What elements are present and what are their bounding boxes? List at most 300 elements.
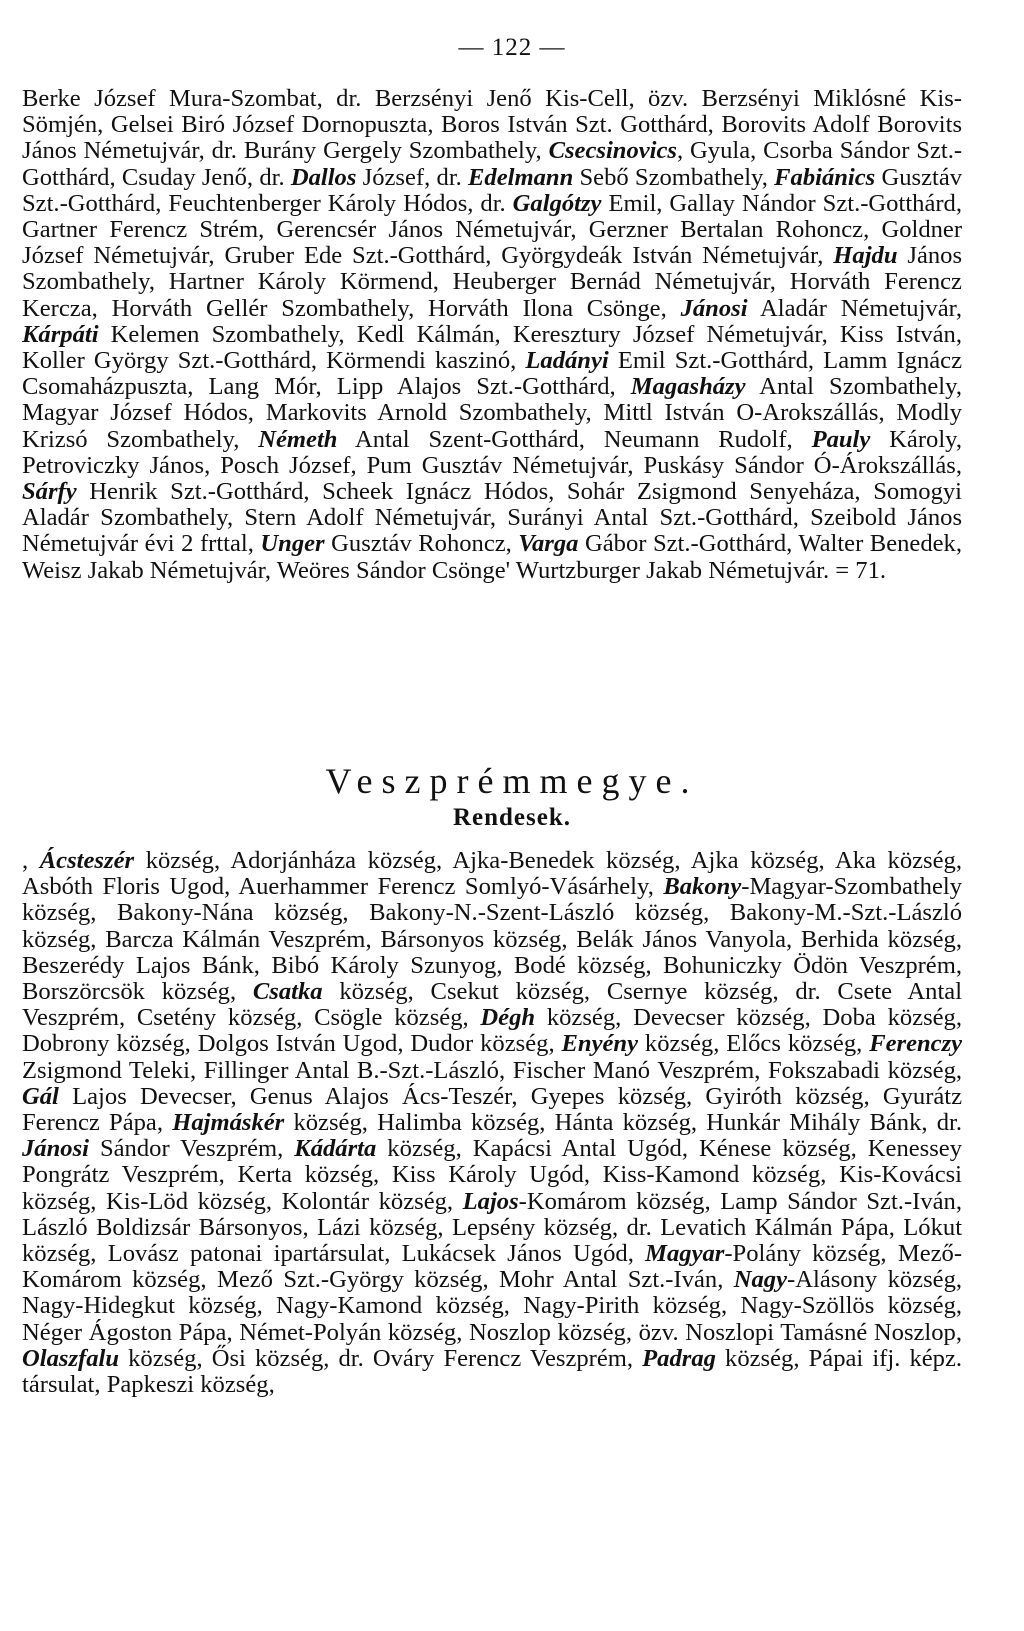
list-entry <box>485 242 817 269</box>
entry-text: Fischer Manó Veszprém <box>512 1056 755 1084</box>
entry-text: Hunkár Mihály Bánk <box>706 1109 922 1137</box>
entry-text: Zsigmond Teleki <box>22 1056 190 1084</box>
entry-text: Mező Szt.-György község <box>216 1266 483 1294</box>
entry-text: Auerhammer Ferencz Somlyó-Vásárhely <box>238 873 648 901</box>
entry-text: Kénese község <box>698 1135 851 1163</box>
entry-text: Kolontár község <box>281 1187 447 1215</box>
list-entry <box>109 164 246 191</box>
entry-text: Neumann Rudolf <box>603 425 787 453</box>
entry-name-emphasis: Pauly <box>811 425 871 453</box>
list-entry <box>208 242 485 269</box>
list-entry <box>490 504 793 531</box>
entry-text: Kis-Löd község <box>106 1187 266 1215</box>
list-entry <box>373 1161 584 1188</box>
entry-text: Gelsei Biró József Dornopuszta <box>110 111 428 139</box>
list-entry <box>187 373 315 400</box>
entry-text: Lovász patonai ipartársulat <box>107 1240 385 1268</box>
entry-name-emphasis: Sárfy <box>22 478 77 506</box>
list-entry <box>713 1030 856 1057</box>
entry-text: Hánta község <box>554 1109 691 1137</box>
vas-total: . = 71. <box>822 556 887 584</box>
list-entry <box>819 847 956 874</box>
list-entry <box>338 321 494 348</box>
entry-text: Bakony-N.-Szent-László község <box>369 899 704 927</box>
entry-text: dr. Berzsényi Jenő Kis-Cell <box>336 85 629 112</box>
entry-text: Beszerédy Lajos Bánk <box>22 951 254 979</box>
entry-text: Berke József Mura-Szombat <box>22 85 317 112</box>
entry-text: Markovits Arnold Szombathely <box>265 399 586 427</box>
entry-text: Emil Szt.-Gotthárd <box>608 347 808 375</box>
list-entry <box>248 399 586 426</box>
entry-name-emphasis: Olaszfalu <box>22 1344 120 1372</box>
list-entry <box>277 1135 455 1162</box>
entry-text: Német-Polyán község <box>239 1318 457 1346</box>
entry-text: Bibó Károly Szunyog <box>271 951 497 979</box>
entry-text: Kis-Kovácsi község <box>22 1161 963 1215</box>
entry-name-emphasis: Bakony <box>663 873 742 901</box>
entry-text: Dolgos István Ugod <box>197 1030 398 1058</box>
entry-text: Gartner Ferencz Strém <box>22 216 259 244</box>
entry-text: Károly <box>870 425 956 453</box>
list-entry <box>303 478 548 505</box>
entry-text: Gusztáv Szt.-Gotthárd <box>22 163 963 217</box>
list-entry <box>496 952 645 979</box>
entry-text: Halimba község <box>377 1109 540 1137</box>
entry-text: Heuberger Bernád Németujvár <box>452 268 770 296</box>
entry-text: Gusztáv Rohoncz <box>324 530 506 558</box>
entry-text: Gábor Szt.-Gotthárd <box>578 530 787 558</box>
entry-name-emphasis: Padrag <box>642 1344 716 1372</box>
entry-text: Genus Alajos Ács-Teszér <box>249 1082 512 1110</box>
entry-text: Henrik Szt.-Gotthárd <box>76 478 304 506</box>
list-entry <box>214 847 436 874</box>
entry-text: Lepsény község <box>451 1213 612 1241</box>
entry-text: Sohár Zsigmond Senyeháza <box>566 478 855 506</box>
entry-text: Gruber Ede Szt.-Gotthárd <box>224 242 486 270</box>
entry-text: József <box>356 163 425 191</box>
entry-name-emphasis: Enyény <box>561 1030 639 1058</box>
entry-text: Előcs község <box>726 1030 857 1058</box>
entry-text: Bakony-Nána község <box>116 899 343 927</box>
list-entry <box>704 1188 955 1215</box>
entry-text: Bakony-M.-Szt.-László község <box>22 899 963 953</box>
entry-text: Ajka-Benedek község <box>452 847 675 874</box>
entry-text: Boros István Szt. Gotthárd <box>441 111 708 139</box>
entry-text: Puskásy Sándor Ó-Árokszállás <box>643 451 956 479</box>
list-entry <box>786 926 956 953</box>
list-entry <box>612 1214 889 1241</box>
entry-name-emphasis: Magyar <box>645 1240 725 1268</box>
list-entry <box>257 1292 504 1319</box>
entry-text: Csetény község <box>136 1004 297 1032</box>
list-entry <box>610 373 956 400</box>
county-title: Veszprémmegye. <box>325 761 699 801</box>
entry-text: Györgydeák István Németujvár <box>501 242 818 270</box>
list-entry <box>365 926 561 953</box>
list-entry <box>90 1240 384 1267</box>
list-entry <box>266 1188 447 1215</box>
entry-text: Fokszabadi község <box>767 1056 956 1084</box>
entry-text: Weisz Jakab Németujvár <box>22 556 265 584</box>
entry-text: Goldner József Németujvár <box>22 216 963 270</box>
entry-name-emphasis: Németh <box>258 425 338 453</box>
entry-text: Kiss-Kamond község <box>602 1161 821 1189</box>
list-entry <box>200 1266 482 1293</box>
entry-name-emphasis: Unger <box>260 530 325 558</box>
entry-text: Gyiróth község <box>705 1082 864 1110</box>
list-entry <box>786 530 956 557</box>
entry-name-emphasis: Galgótzy <box>512 189 602 217</box>
list-entry <box>204 452 350 479</box>
entry-text: Nagy-Szöllös község <box>740 1292 956 1320</box>
entry-text: Borszörcsök község <box>22 978 230 1006</box>
entry-name-emphasis: Jánosi <box>22 1135 89 1163</box>
list-entry <box>384 1240 627 1267</box>
entry-text: Bodé község <box>513 951 646 979</box>
entry-text: Csögle község <box>314 1004 463 1032</box>
entry-text: Petroviczky János <box>22 451 205 479</box>
list-entry <box>94 1371 268 1398</box>
list-entry <box>467 190 656 217</box>
entry-text: Csernye község <box>606 978 773 1006</box>
entry-text: Mező-Komárom község <box>22 1240 963 1294</box>
entry-name-emphasis: Gál <box>22 1082 59 1110</box>
entry-text: Lipp Alajos Szt.-Gotthárd <box>336 373 610 401</box>
list-entry <box>436 847 674 874</box>
entry-name-emphasis: Dallos <box>290 163 357 191</box>
entry-text: község <box>284 1109 362 1137</box>
list-entry <box>584 1161 820 1188</box>
list-entry <box>626 1319 956 1346</box>
entry-text: Antal Szombathely <box>745 373 956 401</box>
list-entry <box>536 137 677 164</box>
entry-text: Nagy-Pirith község <box>523 1292 721 1320</box>
entry-text: Aka község <box>834 847 956 874</box>
list-entry <box>627 452 955 479</box>
entry-text: László Boldizsár Bársonyos <box>22 1213 303 1241</box>
entry-text: Lamm Ignácz Csomaházpuszta <box>22 347 962 401</box>
entry-name-emphasis: Ácsteszér <box>39 847 135 874</box>
entry-text: Csekut község <box>430 978 584 1006</box>
list-entry <box>199 137 536 164</box>
veszprem-member-list <box>22 848 962 1398</box>
list-entry <box>92 295 408 322</box>
entry-text: Kiss István <box>839 320 956 348</box>
entry-text: Néger Ágoston Pápa <box>22 1318 227 1346</box>
entry-text: Lukácsek János Ugód <box>401 1240 628 1268</box>
list-entry <box>437 1214 612 1241</box>
entry-text: Sándor Veszprém <box>88 1135 278 1163</box>
entry-text: község <box>119 1344 197 1372</box>
list-entry <box>627 1345 793 1372</box>
list-entry <box>408 295 661 322</box>
entry-text: Lajos Devecser <box>58 1082 231 1110</box>
list-entry <box>149 268 433 295</box>
entry-text: özv. Noszlopi Tamásné Noszlop <box>638 1318 956 1346</box>
list-entry <box>495 321 822 348</box>
list-entry <box>686 1083 863 1110</box>
list-entry <box>219 1161 373 1188</box>
entry-text: Ajka község <box>690 847 819 874</box>
entry-text: Csuday Jenő <box>121 163 247 191</box>
entry-text: Csorba Sándor Szt.-Gotthárd <box>22 137 963 191</box>
list-entry <box>230 978 408 1005</box>
entry-text: Stern Adolf Németujvár <box>244 504 490 532</box>
entry-text: Bohuniczky Ödön Veszprém <box>663 951 956 979</box>
entry-text: dr. <box>480 189 513 217</box>
entry-text: -Komárom község <box>518 1187 705 1215</box>
list-entry <box>90 899 342 926</box>
list-entry <box>548 478 854 505</box>
entry-text: Ősi község <box>211 1344 324 1372</box>
entry-text: Horváth Ilona Csönge <box>428 294 661 322</box>
entry-text: Gerencsér János Németujvár <box>276 216 571 244</box>
list-entry <box>90 1188 266 1215</box>
entry-text: Adorjánháza község <box>230 847 436 874</box>
entry-text: dr. <box>259 163 291 191</box>
list-entry <box>548 1030 713 1057</box>
list-entry <box>754 1057 956 1084</box>
entry-text: Doba község <box>822 1004 956 1032</box>
entry-text: Gyurátz Ferencz Pápa <box>22 1082 963 1137</box>
entry-text: özv. Berzsényi Miklósné Kis-Sömjén <box>22 85 962 139</box>
entry-text: Lamp Sándor Szt.-Iván <box>720 1187 956 1215</box>
list-entry <box>539 1109 691 1136</box>
list-entry <box>226 1319 456 1346</box>
vas-entries <box>22 85 962 584</box>
entry-text: Devecser község <box>633 1004 805 1032</box>
list-entry <box>231 1083 512 1110</box>
entry-text: Surányi Antal Szt.-Gotthárd <box>507 504 793 532</box>
list-entry <box>323 1345 627 1372</box>
entry-text: Kedl Kálmán <box>356 320 495 348</box>
entry-text: Pum Gusztáv Németujvár <box>366 451 628 479</box>
entry-text: Asbóth Floris Ugod <box>22 873 225 901</box>
entry-name-emphasis: Kárpáti <box>22 320 99 348</box>
entry-name-emphasis: Ladányi <box>525 347 609 375</box>
list-entry <box>721 1292 956 1319</box>
list-entry <box>296 1004 462 1031</box>
entry-text: -Alásony község <box>787 1266 956 1294</box>
members-subheading <box>0 804 1024 832</box>
entry-text: Nagy-Kamond község <box>276 1292 504 1320</box>
list-entry <box>586 399 879 426</box>
entry-text: Körmendi kaszinó <box>326 347 511 375</box>
entry-name-emphasis: Csatka <box>252 978 323 1006</box>
entry-text: Berhida község <box>800 925 956 953</box>
list-entry <box>22 85 317 112</box>
list-entry <box>397 1030 548 1057</box>
list-entry <box>350 452 627 479</box>
list-entry <box>247 164 424 191</box>
entry-text: Antal Szent-Gotthárd <box>337 425 579 453</box>
entry-text: Barcza Kálmán Veszprém <box>105 925 366 953</box>
list-entry <box>316 373 610 400</box>
list-entry <box>97 111 427 138</box>
entry-text: község <box>535 1004 616 1032</box>
entry-text: község <box>715 1344 794 1372</box>
entry-text: Lang Mór <box>208 373 316 401</box>
list-entry <box>615 1004 804 1031</box>
list-entry <box>579 426 787 453</box>
list-entry <box>258 216 570 243</box>
entry-text: Dobrony község <box>22 1030 185 1058</box>
entry-text: Bársonyos község <box>380 925 562 953</box>
entry-text: Mittl István O-Arokszállás <box>603 399 879 427</box>
entry-text: Magyar József Hódos <box>22 399 248 427</box>
list-entry <box>645 952 955 979</box>
entry-name-emphasis: Hajdu <box>833 242 898 270</box>
entry-text: Kerta község <box>237 1161 374 1189</box>
entry-text: község <box>638 1030 714 1058</box>
list-entry <box>22 847 214 874</box>
list-entry <box>656 190 956 217</box>
entry-name-emphasis: Kádárta <box>294 1135 377 1163</box>
entry-text: Sebő Szombathely <box>573 163 762 191</box>
entry-text: Emil <box>601 189 657 217</box>
entry-text: János Szombathely <box>22 242 963 296</box>
list-entry <box>682 1135 851 1162</box>
entry-text: Aladár Németujvár <box>747 294 956 322</box>
list-entry <box>90 926 365 953</box>
list-entry <box>463 1004 616 1031</box>
list-entry <box>317 85 629 112</box>
list-entry <box>254 952 497 979</box>
entry-text: Gerzner Bertalan Rohoncz <box>588 216 864 244</box>
list-entry <box>482 1266 717 1293</box>
entry-text: -Magyar-Szombathely község <box>22 873 963 927</box>
list-entry <box>447 1188 705 1215</box>
list-entry <box>511 1083 686 1110</box>
list-entry <box>456 1319 626 1346</box>
list-entry <box>674 847 818 874</box>
entry-text: Feuchtenberger Károly Hódos <box>168 189 468 217</box>
entry-text: dr. <box>936 1109 963 1137</box>
list-entry <box>233 426 579 453</box>
subheading-text: Rendesek. <box>452 804 572 831</box>
list-entry <box>661 295 956 322</box>
list-entry <box>427 111 707 138</box>
entry-name-emphasis: Lajos <box>462 1187 519 1215</box>
list-entry <box>224 873 648 900</box>
entry-text: dr. <box>436 163 469 191</box>
entry-text: Belák János Vanyola <box>576 925 786 953</box>
entry-text: Gyepes község <box>530 1082 687 1110</box>
entry-text: dr. Csete Antal Veszprém <box>22 978 963 1032</box>
list-entry <box>227 504 490 531</box>
list-entry <box>185 1030 398 1057</box>
list-entry <box>504 1292 721 1319</box>
entry-name-emphasis: Edelmann <box>468 163 574 191</box>
entry-text: Dudor község <box>410 1030 549 1058</box>
vas-member-list <box>22 86 962 584</box>
list-entry <box>561 926 786 953</box>
list-entry <box>499 1057 754 1084</box>
entry-name-emphasis: Fabiánics <box>774 163 876 191</box>
list-entry <box>805 1004 956 1031</box>
list-entry <box>456 1135 682 1162</box>
list-entry <box>362 1109 540 1136</box>
entry-name-emphasis: Jánosi <box>680 294 748 322</box>
entry-text: község <box>134 847 214 874</box>
entry-text: Szeibold János Németujvár évi 2 frttal <box>22 504 963 558</box>
entry-text: Weöres Sándor Csönge' Wurtzburger Jakab Németujvár <box>276 556 823 584</box>
veszprem-entries <box>22 847 962 1398</box>
entry-text: dr. Burány Gergely Szombathely <box>211 137 536 165</box>
list-entry <box>717 1266 956 1293</box>
entry-text: Scheek Ignácz Hódos <box>322 478 549 506</box>
entry-text: Kiss Károly Ugód <box>391 1161 584 1189</box>
page-number: — 122 — <box>458 34 566 61</box>
list-entry <box>248 530 506 557</box>
entry-name-emphasis: Dégh <box>480 1004 536 1032</box>
entry-text: Keresztury József Németujvár <box>512 320 822 348</box>
list-entry <box>570 216 863 243</box>
entry-name-emphasis: Varga <box>518 530 579 558</box>
entry-text: dr. Ováry Ferencz Veszprém <box>338 1344 627 1372</box>
entry-text: Horváth Gellér Szombathely <box>111 294 409 322</box>
list-entry <box>196 1345 323 1372</box>
entry-text: község <box>322 978 408 1006</box>
list-entry <box>424 164 762 191</box>
list-entry <box>157 1109 362 1136</box>
entry-text: Lókut község <box>22 1213 963 1268</box>
list-entry <box>433 268 770 295</box>
list-entry <box>155 190 467 217</box>
list-entry <box>584 978 773 1005</box>
entry-text: Papkeszi község <box>106 1371 269 1399</box>
entry-text: Gallay Nándor Szt.-Gotthárd <box>669 189 956 217</box>
entry-text: Kenessey Pongrátz Veszprém <box>22 1135 963 1189</box>
list-entry <box>302 1214 437 1241</box>
list-entry <box>342 899 703 926</box>
entry-text: Posch József <box>220 451 351 479</box>
entry-text: Noszlop község <box>468 1318 626 1346</box>
entry-text: Borovits Adolf Borovits János Németujvár <box>22 111 963 165</box>
entry-name-emphasis: Ferenczy <box>869 1030 963 1058</box>
list-entry <box>822 321 956 348</box>
entry-text: Nagy-Hidegkut község <box>22 1292 257 1320</box>
entry-text: Kelemen Szombathely <box>98 320 339 348</box>
entry-name-emphasis: Magasházy <box>630 373 746 401</box>
list-entry <box>311 347 510 374</box>
veszprem-tail: , <box>268 1371 275 1399</box>
list-entry <box>787 426 956 453</box>
list-entry <box>190 1057 499 1084</box>
entry-text: Mohr Antal Szt.-Iván <box>499 1266 718 1294</box>
list-entry <box>677 137 750 164</box>
entry-text: dr. Levatich Kálmán Pápa <box>626 1213 889 1241</box>
entry-text: Fillinger Antal B.-Szt.-László <box>203 1056 499 1084</box>
entry-name-emphasis: Nagy <box>733 1266 788 1294</box>
list-entry <box>628 1240 881 1267</box>
entry-text: -Polány község <box>724 1240 881 1268</box>
entry-text: Koller György Szt.-Gotthárd <box>22 347 311 375</box>
entry-text: Lázi község <box>317 1213 438 1241</box>
entry-text: Pápai ifj. képz. társulat <box>22 1344 963 1399</box>
list-entry <box>408 978 584 1005</box>
entry-name-emphasis: Hajmáskér <box>172 1109 285 1137</box>
entry-text: Kapácsi Antal Ugód <box>472 1135 682 1163</box>
entry-text: község <box>376 1135 456 1163</box>
list-entry <box>510 347 808 374</box>
list-entry <box>506 530 786 557</box>
list-entry <box>691 1109 921 1136</box>
entry-text: Horváth Ferencz Kercza <box>22 268 962 322</box>
entry-text: Hartner Károly Körmend <box>168 268 433 296</box>
list-entry <box>265 557 823 584</box>
entry-text: Gyula <box>690 137 751 165</box>
